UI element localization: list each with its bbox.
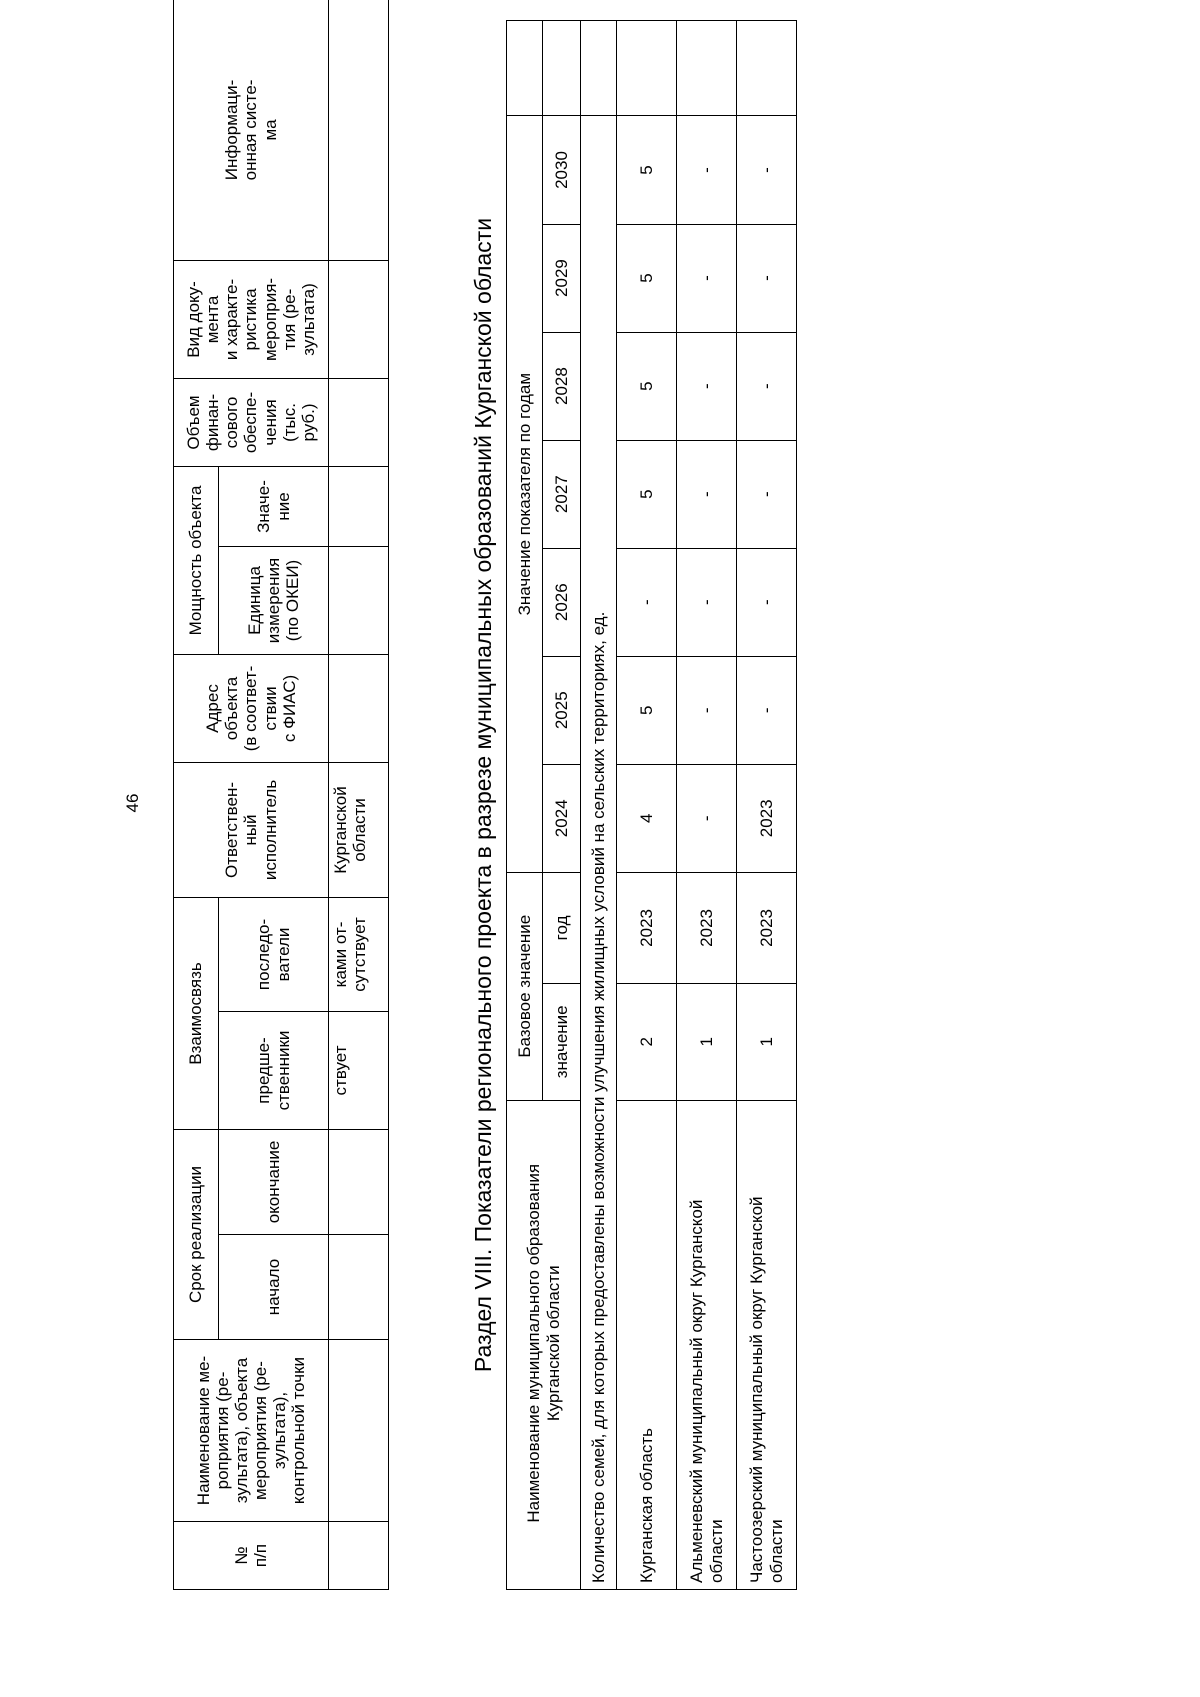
- base-year: 2023: [617, 872, 677, 983]
- section-title: Раздел VIII. Показатели регионального проекта в разрезе муниципальных образований Курганской области: [470, 217, 496, 1373]
- implementation-plan-table: [173, 0, 389, 1590]
- indicator-spacer: [581, 21, 617, 116]
- row-spacer: [617, 21, 677, 116]
- year-value: -: [737, 116, 797, 224]
- col-header-period: Срок реализации: [174, 1129, 219, 1339]
- year-value: -: [737, 440, 797, 548]
- municipality-name: Частоозерский муниципальный округ Курганской области: [737, 1100, 797, 1589]
- cell-unit: [329, 546, 389, 654]
- year-value: 2023: [737, 764, 797, 872]
- year-value: 5: [617, 224, 677, 332]
- cell-name: [329, 1340, 389, 1522]
- base-year: 2023: [677, 872, 737, 983]
- cell-value: [329, 466, 389, 546]
- cell-pred: ствует: [329, 1011, 389, 1129]
- col-header-pred: предше- ственники: [219, 1011, 329, 1129]
- municipality-name: Курганская область: [617, 1100, 677, 1589]
- year-value: 5: [617, 656, 677, 764]
- col-header-relation: Взаимосвязь: [174, 897, 219, 1129]
- table1-header-row-1: [174, 0, 219, 1590]
- year-value: -: [617, 548, 677, 656]
- year-value: -: [677, 548, 737, 656]
- year-value: -: [737, 224, 797, 332]
- landscape-content: [148, 0, 938, 1590]
- year-value: 5: [617, 440, 677, 548]
- cell-info: [329, 0, 389, 260]
- col-header-base: Базовое значение: [507, 872, 543, 1100]
- col-header-years: Значение показателя по годам: [507, 116, 543, 872]
- table2-header-row-1: [507, 21, 543, 1590]
- year-value: -: [677, 656, 737, 764]
- col-header-end: окончание: [219, 1129, 329, 1234]
- col-header-year: 2028: [543, 332, 581, 440]
- year-value: -: [677, 116, 737, 224]
- row-spacer: [737, 21, 797, 116]
- table-row: [677, 21, 737, 1590]
- col-header-responsible: Ответствен- ный исполнитель: [174, 762, 329, 897]
- col-header-year: 2030: [543, 116, 581, 224]
- col-header-capacity: Мощность объекта: [174, 466, 219, 654]
- year-value: 4: [617, 764, 677, 872]
- col-header-base-year: год: [543, 872, 581, 983]
- col-header-unit: Единица измерения (по ОКЕИ): [219, 546, 329, 654]
- year-value: -: [737, 548, 797, 656]
- col-header-name: Наименование ме- роприятия (ре- зультата), объекта мероприятия (ре- зультата), контрольной точки: [174, 1340, 329, 1522]
- year-value: -: [677, 224, 737, 332]
- cell-doc: [329, 260, 389, 378]
- col-header-year: 2027: [543, 440, 581, 548]
- year-value: 5: [617, 116, 677, 224]
- base-year: 2023: [737, 872, 797, 983]
- col-header-municipality: Наименование муниципального образования Курганской области: [507, 1100, 581, 1589]
- cell-start: [329, 1235, 389, 1340]
- table1-row: [329, 0, 389, 1590]
- col-header-spacer: [543, 21, 581, 116]
- col-header-start: начало: [219, 1235, 329, 1340]
- year-value: -: [677, 440, 737, 548]
- col-header-year: 2024: [543, 764, 581, 872]
- table-row: [617, 21, 677, 1590]
- base-value: 1: [737, 984, 797, 1101]
- cell-succ: ками от- сутствует: [329, 897, 389, 1011]
- base-value: 2: [617, 984, 677, 1101]
- year-value: -: [737, 332, 797, 440]
- col-header-succ: последо- ватели: [219, 897, 329, 1011]
- col-header-info: Информаци- онная систе- ма: [174, 0, 329, 260]
- row-spacer: [677, 21, 737, 116]
- municipality-name: Альменевский муниципальный округ Курганской области: [677, 1100, 737, 1589]
- table-row: [737, 21, 797, 1590]
- col-header-year: 2025: [543, 656, 581, 764]
- col-header-year: 2029: [543, 224, 581, 332]
- col-header-address: Адрес объекта (в соответ- ствии с ФИАС): [174, 654, 329, 762]
- cell-finance: [329, 378, 389, 466]
- col-header-spacer: [507, 21, 543, 116]
- year-value: -: [677, 332, 737, 440]
- indicator-row: [581, 21, 617, 1590]
- cell-num: [329, 1522, 389, 1590]
- page-number: 46: [123, 793, 142, 813]
- col-header-finance: Объем финан- сового обеспе- чения (тыс. руб.): [174, 378, 329, 466]
- cell-end: [329, 1129, 389, 1234]
- year-value: 5: [617, 332, 677, 440]
- col-header-base-value: значение: [543, 984, 581, 1101]
- col-header-num: № п/п: [174, 1522, 329, 1590]
- year-value: -: [677, 764, 737, 872]
- col-header-value: Значе- ние: [219, 466, 329, 546]
- municipal-indicators-table: [506, 20, 797, 1590]
- base-value: 1: [677, 984, 737, 1101]
- cell-responsible: Курганской области: [329, 762, 389, 897]
- col-header-year: 2026: [543, 548, 581, 656]
- cell-address: [329, 654, 389, 762]
- indicator-name: Количество семей, для которых предоставлены возможности улучшения жилищных условий на сельских территориях, ед.: [581, 116, 617, 1590]
- year-value: -: [737, 656, 797, 764]
- col-header-doc: Вид доку- мента и характе- ристика мероприя- тия (ре- зультата): [174, 260, 329, 378]
